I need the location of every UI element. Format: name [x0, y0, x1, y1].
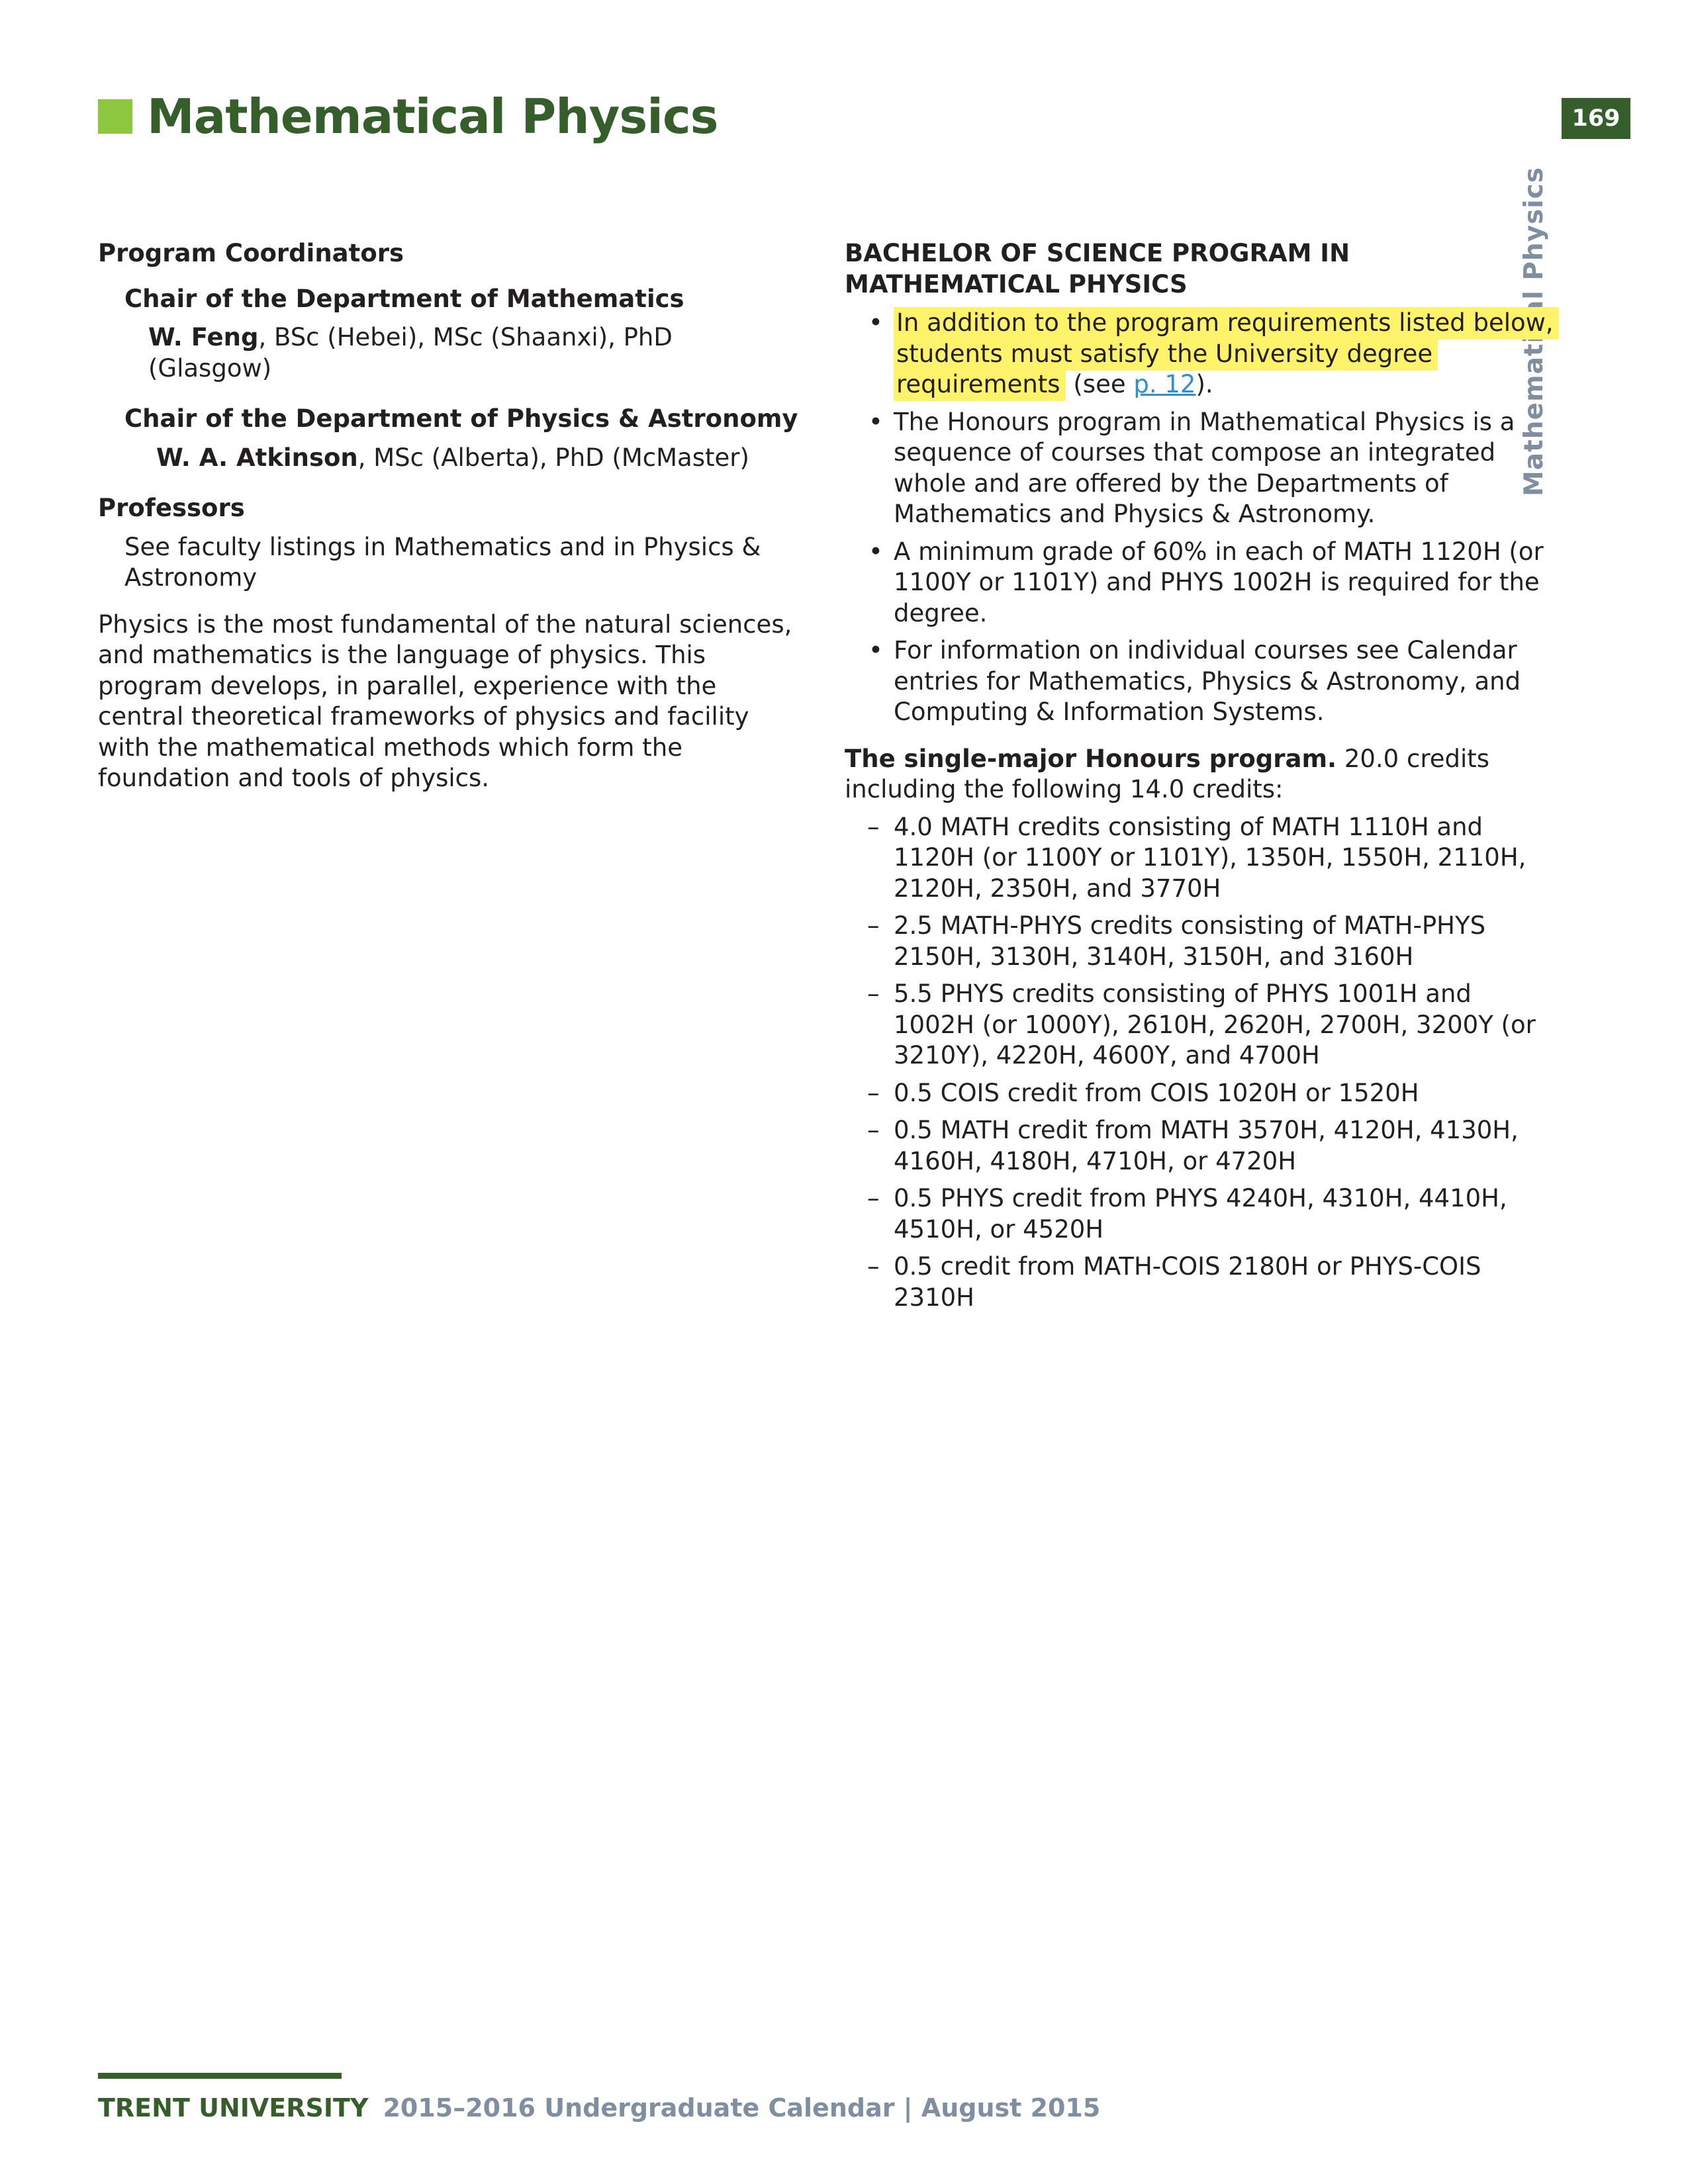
phys-chair-heading: Chair of the Department of Physics & Astronomy: [124, 404, 798, 433]
intro-paragraph: Physics is the most fundamental of the natural sciences, and mathematics is the language of physics. This program develops, in parallel, experience with the central theoretical frameworks of physics and facility with the mathematical methods which form the foundation and tools of physics.: [98, 610, 792, 792]
bullet-icon: •: [868, 407, 883, 436]
dash-icon: –: [867, 1184, 880, 1212]
requirement-text: 0.5 MATH credit from MATH 3570H, 4120H, 4130H, 4160H, 4180H, 4710H, or 4720H: [894, 1116, 1519, 1175]
math-chair-entry: [98, 322, 800, 384]
phys-chair-credentials: , MSc (Alberta), PhD (McMaster): [357, 443, 749, 472]
list-item-text: The Honours program in Mathematical Physics is a sequence of courses that compose an integrated whole and are offered by the Departments of Mathematics and Physics & Astronomy.: [894, 407, 1515, 528]
requirement-text: 0.5 COIS credit from COIS 1020H or 1520H: [894, 1078, 1419, 1107]
requirement-text: 0.5 credit from MATH-COIS 2180H or PHYS-COIS 2310H: [894, 1252, 1481, 1312]
page-link[interactable]: p. 12: [1133, 370, 1196, 398]
requirement-item: [845, 1251, 1560, 1313]
bullet-icon: •: [868, 636, 883, 664]
requirement-item: [845, 812, 1560, 905]
math-chair-heading: Chair of the Department of Mathematics: [124, 284, 684, 313]
professors-heading: Professors: [98, 494, 245, 522]
highlighted-text: In addition to the program requirements listed below, students must satisfy the University degree requirements: [894, 307, 1559, 401]
coordinators-heading: Program Coordinators: [98, 239, 404, 267]
dash-icon: –: [867, 812, 880, 841]
footer-rule: [98, 2073, 342, 2079]
requirement-item: [845, 911, 1560, 972]
requirement-item: [845, 1078, 1560, 1109]
requirement-text: 2.5 MATH-PHYS credits consisting of MATH-PHYS 2150H, 3130H, 3140H, 3150H, and 3160H: [894, 911, 1486, 971]
bullet-icon: •: [868, 308, 883, 337]
requirement-text: 4.0 MATH credits consisting of MATH 1110H and 1120H (or 1100Y or 1101Y), 1350H, 1550H, 2110H, 2120H, 2350H, and 3770H: [894, 812, 1526, 903]
title-square-icon: [98, 99, 132, 134]
requirement-item: [845, 1183, 1560, 1245]
math-chair-credentials: , BSc (Hebei), MSc (Shaanxi), PhD (Glasgow): [148, 323, 673, 383]
bullet-icon: •: [868, 537, 883, 566]
math-chair-name: W. Feng: [148, 323, 259, 351]
requirement-item: [845, 979, 1560, 1071]
footer: [98, 2091, 1100, 2124]
page-title: Mathematical Physics: [147, 89, 718, 144]
list-item: [845, 537, 1560, 629]
list-item-text: A minimum grade of 60% in each of MATH 1120H (or 1100Y or 1101Y) and PHYS 1002H is required for the degree.: [894, 537, 1544, 627]
honours-paragraph: [845, 744, 1560, 805]
requirement-text: 0.5 PHYS credit from PHYS 4240H, 4310H, 4410H, 4510H, or 4520H: [894, 1184, 1507, 1244]
phys-chair-name: W. A. Atkinson: [156, 443, 358, 472]
footer-university: TRENT UNIVERSITY: [98, 2093, 369, 2122]
program-heading: BACHELOR OF SCIENCE PROGRAM IN MATHEMATICAL PHYSICS: [845, 239, 1350, 298]
left-column: [98, 238, 800, 794]
dash-icon: –: [867, 979, 880, 1008]
list-item: [845, 308, 1560, 400]
honours-text: 20.0 credits including the following 14.0 credits:: [845, 744, 1490, 803]
dash-icon: –: [867, 1078, 880, 1107]
requirement-text: 5.5 PHYS credits consisting of PHYS 1001H and 1002H (or 1000Y), 2610H, 2620H, 2700H, 3200Y (or 3210Y), 4220H, 4600Y, and 4700H: [894, 979, 1536, 1069]
list-item: [845, 635, 1560, 728]
dash-icon: –: [867, 1116, 880, 1144]
footer-calendar: 2015–2016 Undergraduate Calendar | August 2015: [383, 2093, 1101, 2122]
dash-icon: –: [867, 911, 880, 940]
right-column: [845, 238, 1560, 1313]
see-text: (see: [1065, 370, 1134, 398]
phys-chair-entry: [98, 443, 800, 474]
dash-icon: –: [867, 1252, 880, 1281]
list-item: [845, 407, 1560, 530]
requirement-item: [845, 1115, 1560, 1177]
close-text: ).: [1196, 370, 1213, 398]
list-item-text: For information on individual courses see Calendar entries for Mathematics, Physics & Astronomy, and Computing & Information Systems.: [894, 636, 1521, 726]
honours-title: The single-major Honours program.: [845, 744, 1337, 773]
page-number-badge: 169: [1562, 98, 1630, 139]
professors-text: See faculty listings in Mathematics and in Physics & Astronomy: [124, 532, 761, 592]
